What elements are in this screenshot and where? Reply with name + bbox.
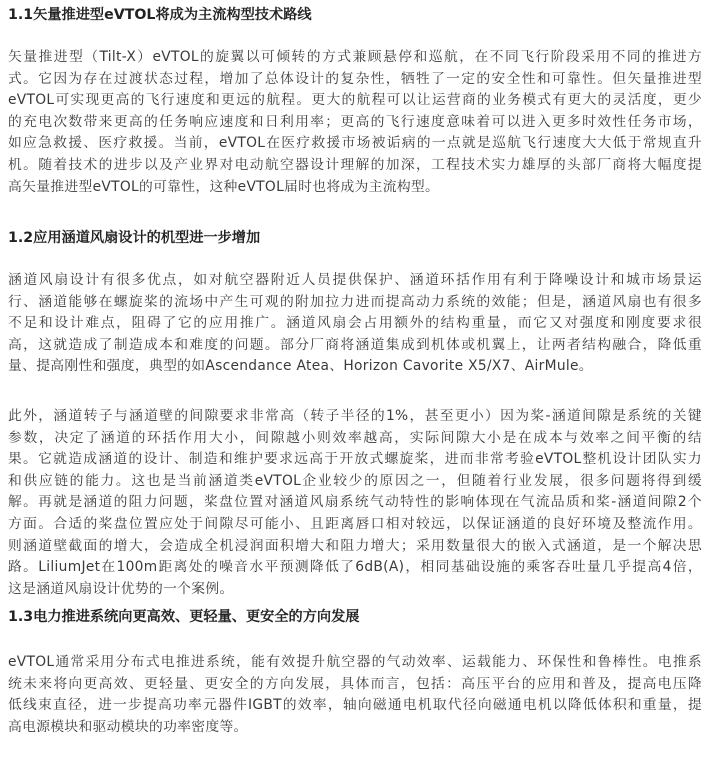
paragraph-line: 统未来将向更高效、更轻量、更安全的方向发展，具体而言，包括：高压平台的应用和普及，提高电压降 [8, 675, 702, 692]
paragraph-line: 式。它因为存在过渡状态过程，增加了总体设计的复杂性，牺牲了一定的安全性和可靠性。但矢量推进型 [8, 70, 702, 87]
paragraph-line: 高矢量推进型eVTOL的可靠性，这种eVTOL届时也将成为主流构型。 [8, 178, 440, 195]
paragraph-line: 高，这就造成了制造成本和难度的问题。部分厂商将涵道集成到机体或机翼上，让两者结构融合，降低重 [8, 336, 702, 353]
paragraph-line: 解。再就是涵道的阻力问题，桨盘位置对涵道风扇系统气动特性的影响体现在气流品质和桨-涵道间隙2个 [8, 494, 702, 511]
paragraph-line: 此外，涵道转子与涵道壁的间隙要求非常高（转子半径的1%，甚至更小）因为桨-涵道间隙是系统的关键 [8, 408, 702, 424]
paragraph-line: 参数，决定了涵道的环括作用大小，间隙越小则效率越高，实际间隙大小是在成本与效率之间平衡的结 [8, 429, 702, 446]
paragraph-line: 路。LiliumJet在100m距离处的噪音水平预测降低了6dB(A)，相同基础设施的乘客吞吐量几乎提高4倍， [8, 559, 702, 576]
paragraph-tilt-x [8, 47, 702, 198]
paragraph-line: 量、提高刚性和强度，典型的如Ascendance Atea、Horizon Cavorite X5/X7、AirMule。 [8, 358, 593, 375]
paragraph-line: 高电源模块和驱动模块的功率密度等。 [8, 718, 248, 735]
paragraph-line: 行、涵道能够在螺旋桨的流场中产生可观的附加拉力进而提高动力系统的效能；但是，涵道风扇也有很多 [8, 293, 702, 310]
section-heading-1-2: 1.2应用涵道风扇设计的机型进一步增加 [8, 230, 261, 246]
paragraph-electric-propulsion [8, 652, 702, 738]
paragraph-line: 不足和设计难点，阻碍了它的应用推广。涵道风扇会占用额外的结构重量，而它又对强度和刚度要求很 [8, 315, 702, 332]
paragraph-line: 和供应链的能力。这也是当前涵道类eVTOL企业较少的原因之一，但随着行业发展，很多问题将得到缓 [8, 472, 702, 489]
paragraph-line: eVTOL可实现更高的飞行速度和更远的航程。更大的航程可以让运营商的业务模式有更大的灵活度，更少 [8, 92, 702, 109]
section-heading-1-3: 1.3电力推进系统向更高效、更轻量、更安全的方向发展 [8, 609, 360, 625]
paragraph-ducted-fan-gap [8, 406, 702, 600]
paragraph-line: 机。随着技术的进步以及产业界对电动航空器设计理解的加深，工程技术实力雄厚的头部厂商将大幅度提 [8, 156, 702, 173]
paragraph-line: 的充电次数带来更高的任务响应速度和日利用率；更高的飞行速度意味着可以进入更多时效性任务市场， [8, 113, 702, 130]
paragraph-line: 方面。合适的桨盘位置应处于间隙尽可能小、且距离唇口相对较远，以保证涵道的良好环境及整流作用。 [8, 515, 702, 532]
paragraph-line: eVTOL通常采用分布式电推进系统，能有效提升航空器的气动效率、运载能力、环保性和鲁棒性。电推系 [8, 654, 702, 670]
paragraph-line: 这是涵道风扇设计优势的一个案例。 [8, 580, 234, 597]
paragraph-line: 果。它就造成涵道的设计、制造和维护要求远高于开放式螺旋桨，进而非常考验eVTOL整机设计团队实力 [8, 451, 702, 468]
paragraph-line: 则涵道壁截面的增大，会造成全机浸润面积增大和阻力增大；采用数量很大的嵌入式涵道，是一个解决思 [8, 537, 702, 554]
paragraph-line: 矢量推进型（Tilt-X）eVTOL的旋翼以可倾转的方式兼顾悬停和巡航，在不同飞行阶段采用不同的推进方 [8, 49, 702, 65]
paragraph-ducted-fan-advantages [8, 270, 702, 378]
paragraph-line: 涵道风扇设计有很多优点，如对航空器附近人员提供保护、涵道环括作用有利于降噪设计和城市场景运 [8, 272, 702, 288]
paragraph-line: 低线束直径，进一步提高功率元器件IGBT的效率，轴向磁通电机取代径向磁通电机以降低体积和重量，提 [8, 697, 702, 714]
section-heading-1-1: 1.1矢量推进型eVTOL将成为主流构型技术路线 [8, 7, 312, 23]
paragraph-line: 如应急救援、医疗救援。当前，eVTOL在医疗救援市场被诟病的一点就是巡航飞行速度大大低于常规直升 [8, 135, 702, 152]
